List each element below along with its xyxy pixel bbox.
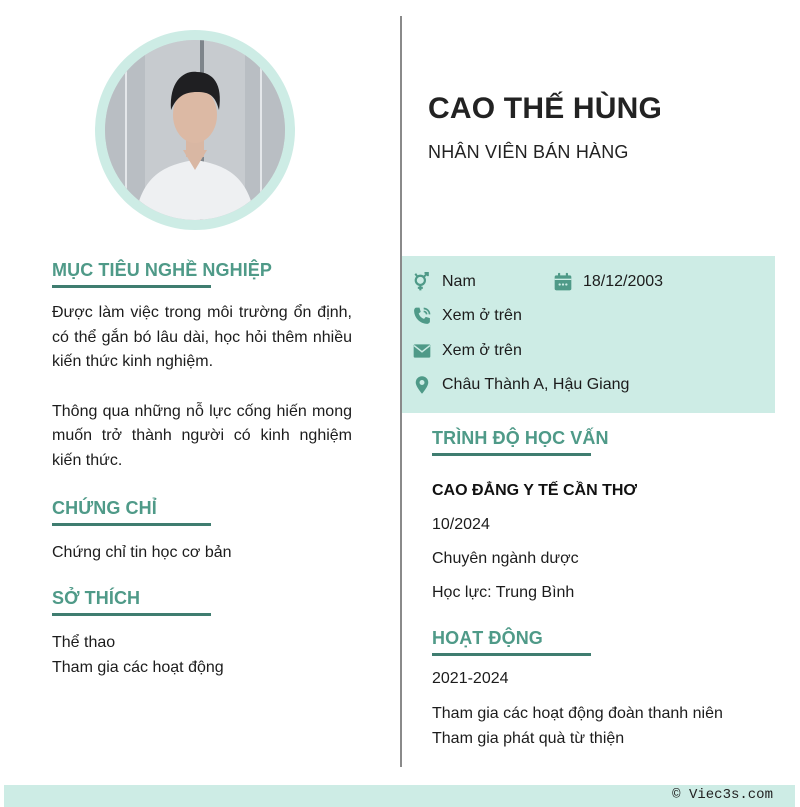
contact-phone (412, 306, 522, 326)
section-hobbies (52, 587, 352, 680)
section-title-certificates: CHỨNG CHỈ (52, 498, 157, 518)
contact-email (412, 341, 522, 361)
education-school: CAO ĐẲNG Y TẾ CẦN THƠ (432, 482, 638, 499)
contact-address (412, 375, 629, 395)
calendar-icon (553, 272, 573, 292)
email-value: Xem ở trên (442, 342, 522, 359)
birthday-value: 18/12/2003 (583, 273, 664, 290)
section-underline (432, 653, 591, 656)
candidate-name: CAO THẾ HÙNG (428, 92, 663, 125)
envelope-icon (412, 341, 432, 361)
profile-photo (105, 40, 285, 220)
address-value: Châu Thành A, Hậu Giang (442, 376, 630, 393)
activity-item: Tham gia phát quà từ thiện (432, 729, 625, 747)
education-grade: Học lực: Trung Bình (432, 584, 575, 601)
gender-icon (412, 272, 432, 292)
section-title-objective: MỤC TIÊU NGHỀ NGHIỆP (52, 260, 273, 280)
section-underline (52, 523, 211, 526)
education-date: 10/2024 (432, 516, 490, 533)
section-underline (432, 453, 591, 456)
hobby-item: Tham gia các hoạt động (52, 658, 224, 676)
section-title-hobbies: SỞ THÍCH (52, 588, 141, 608)
education-major: Chuyên ngành dược (432, 550, 579, 567)
contact-birthday (553, 272, 663, 292)
objective-paragraph-1: Được làm việc trong môi trường ổn định, có thể gắn bó lâu dài, học hỏi thêm nhiều kiến thức kinh nghiệm. (52, 304, 352, 370)
footer-bar (4, 785, 795, 807)
section-underline (52, 613, 211, 616)
section-activities (432, 627, 772, 751)
phone-icon (412, 306, 432, 326)
hobby-item: Thể thao (52, 634, 116, 651)
section-title-education: TRÌNH ĐỘ HỌC VẤN (432, 428, 609, 448)
certificate-item: Chứng chỉ tin học cơ bản (52, 544, 232, 561)
contact-gender (412, 272, 476, 292)
job-title: NHÂN VIÊN BÁN HÀNG (428, 142, 629, 162)
avatar-ring (95, 30, 295, 230)
section-title-activities: HOẠT ĐỘNG (432, 628, 543, 648)
section-certificates (52, 497, 352, 566)
section-education (432, 427, 772, 602)
activity-item: Tham gia các hoạt động đoàn thanh niên (432, 705, 723, 722)
location-pin-icon (412, 375, 432, 395)
gender-value: Nam (442, 273, 476, 290)
section-objective (52, 259, 352, 473)
avatar (105, 40, 285, 220)
phone-value: Xem ở trên (442, 307, 522, 324)
objective-paragraph-2: Thông qua những nỗ lực cống hiến mong muốn trở thành người có kinh nghiệm kiến thức. (52, 402, 352, 469)
section-underline (52, 285, 211, 288)
activities-period: 2021-2024 (432, 670, 509, 687)
footer-copyright: © Viec3s.com (672, 787, 773, 803)
contact-panel (402, 256, 775, 413)
